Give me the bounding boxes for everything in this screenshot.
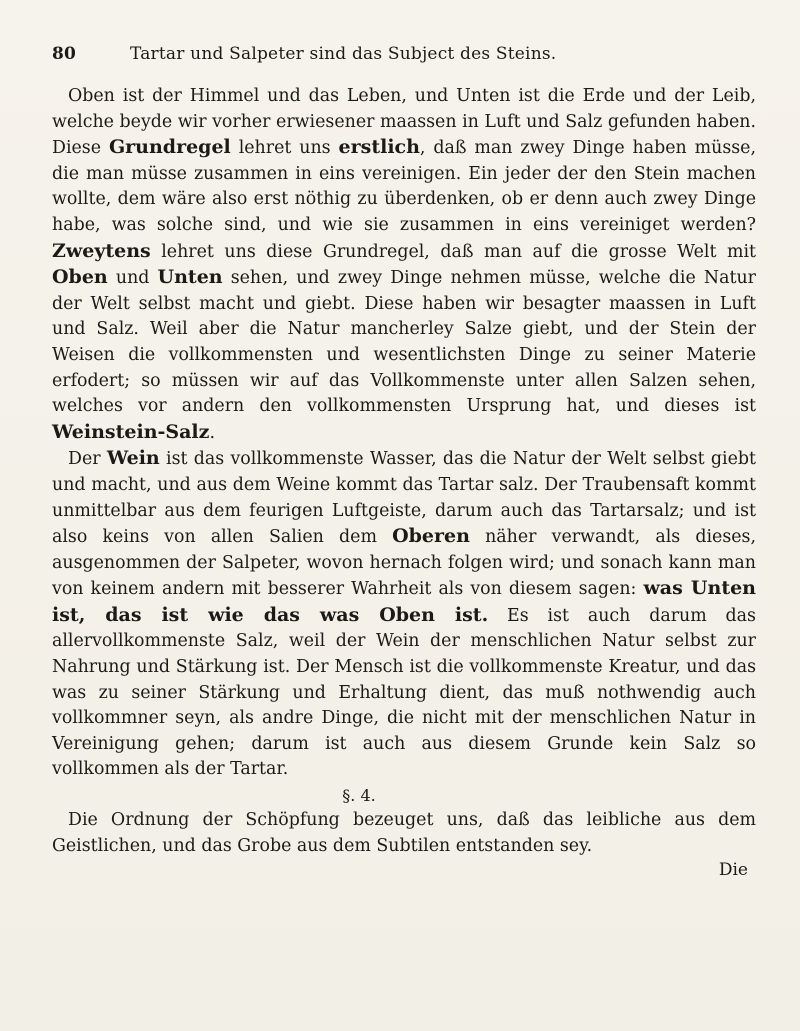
text-run: näher verwandt, als dieses, ausgenommen der Salpeter, wovon hernach folgen wird; und sonach kann man von keinem andern mit besserer Wahrheit als von diesem sagen: <box>52 527 756 600</box>
page-number: 80 <box>52 44 77 64</box>
emphasis-oberen: Oberen <box>392 525 470 548</box>
emphasis-unten: Unten <box>157 266 223 289</box>
paragraph-1 <box>52 84 756 446</box>
text-run: lehret uns <box>230 138 339 159</box>
emphasis-weinstein-salz: Weinstein-Salz <box>52 420 210 443</box>
paragraph-3: Die Ordnung der Schöpfung bezeuget uns, daß das leibliche aus dem Geistlichen, und das Grobe aus dem Subtilen entstanden sey. <box>52 810 756 856</box>
text-run: lehret uns diese Grundregel, daß man auf die grosse Welt mit <box>150 241 756 262</box>
running-title: Tartar und Salpeter sind das Subject des Steins. <box>130 44 557 64</box>
text-run: ist das vollkommenste Wasser, das die Natur der Welt selbst giebt und macht, und aus dem Weine kommt das Tartar salz. Der Traubensaft kommt unmittelbar aus dem feurigen Luftgeiste, darum auch das Tartarsalz; und ist also keins von allen Salien dem <box>52 449 757 548</box>
text-run: , daß man zwey Dinge haben müsse, die man müsse zusammen in eins vereinigen. Ein jeder der den Stein machen wollte, dem wäre also erst nöthig zu überdenken, ob er denn auch zwey Dinge habe, was solche sind, und wie sie zusammen in eins vereiniget werden? <box>52 138 757 235</box>
text-run: Der <box>68 449 107 470</box>
catchword: Die <box>718 860 748 881</box>
running-head <box>52 44 756 84</box>
emphasis-was-unten-ist: was Unten ist, das ist wie das was Oben ist. <box>52 577 756 626</box>
text-run: Es ist auch darum das allervollkommenste Salz, weil der Wein der menschlichen Natur selbst zur Nahrung und Stärkung ist. Der Mensch ist die vollkommenste Kreatur, und das was zu seiner Stärkung und Erhaltung dient, das muß nothwendig auch vollkommner seyn, als andre Dinge, die nicht mit der menschlichen Natur in Vereinigung gehen; darum ist auch aus diesem Grunde kein Salz so vollkommen als der Tartar. <box>52 605 756 780</box>
text-run: . <box>209 422 215 443</box>
text-run: sehen, und zwey Dinge nehmen müsse, welche die Natur der Welt selbst macht und giebt. Diese haben wir besagter maassen in Luft und Salz. Weil aber die Natur mancherley Salze giebt, und der Stein der Weisen die vollkommensten und wesentlichsten Dinge zu seiner Materie erfodert; so müssen wir auf das Vollkommenste unter allen Salzen sehen, welches vor andern den vollkommensten Ursprung hat, und dieses ist <box>52 268 756 417</box>
emphasis-erstlich: erstlich <box>338 136 420 159</box>
text-run: und <box>107 268 158 289</box>
emphasis-zweytens: Zweytens <box>52 239 151 262</box>
text-run: Oben ist der Himmel und das Leben, und Unten ist die Erde und der Leib, welche beyde wir vorher erwiesener maassen in Luft und Salz gefunden haben. Diese <box>52 86 756 159</box>
emphasis-wein: Wein <box>106 447 160 470</box>
section-number: §. 4. <box>342 786 376 806</box>
page-text <box>52 84 756 881</box>
emphasis-oben: Oben <box>52 266 108 289</box>
emphasis-grundregel: Grundregel <box>108 136 231 159</box>
paragraph-2 <box>52 446 756 783</box>
